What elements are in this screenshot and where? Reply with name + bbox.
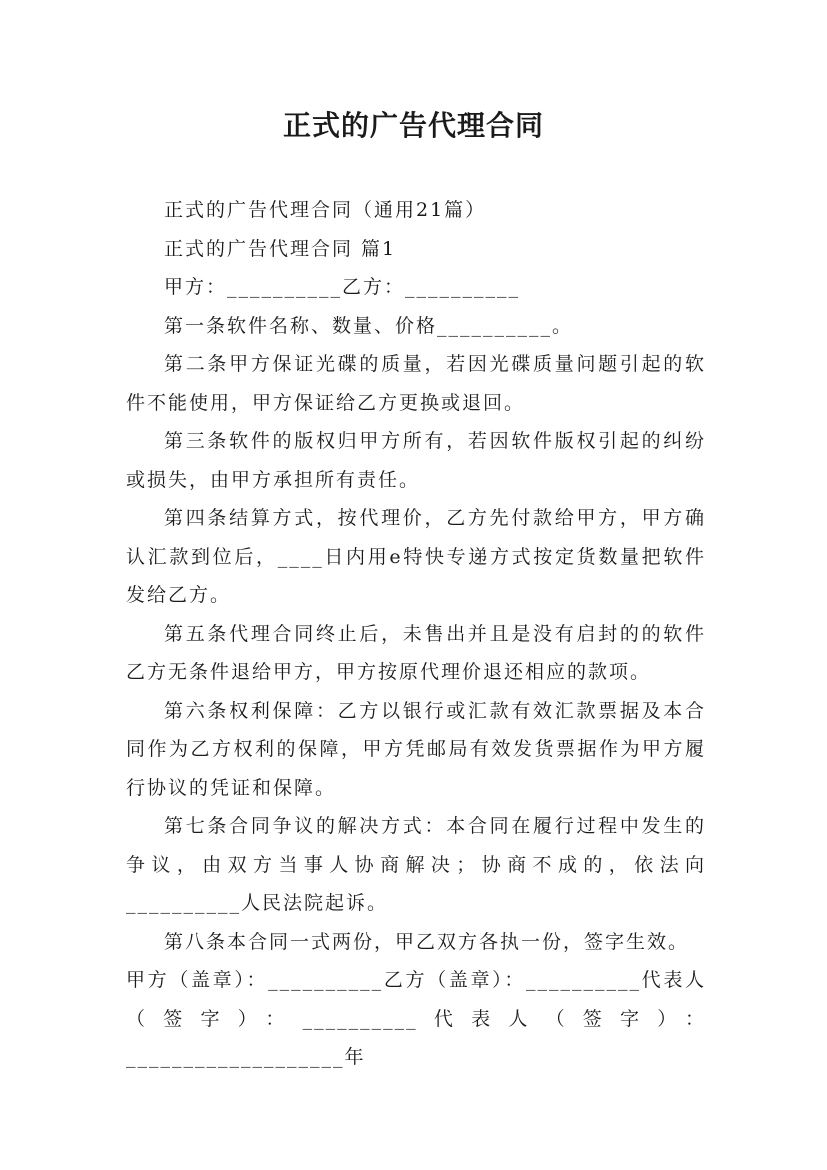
- paragraph-article-3: 第三条软件的版权归甲方所有，若因软件版权引起的纠纷或损失，由甲方承担所有责任。: [126, 430, 706, 491]
- paragraph-section-heading: 正式的广告代理合同 篇1: [164, 237, 397, 260]
- paragraph-signatures: 甲方（盖章）：__________乙方（盖章）：__________代表人（签字）：__________代表人（签字）：___________________年: [126, 969, 706, 1068]
- paragraph-article-4: 第四条结算方式，按代理价，乙方先付款给甲方，甲方确认汇款到位后，____日内用e特快专递方式按定货数量把软件发给乙方。: [126, 507, 706, 606]
- paragraph-article-2: 第二条甲方保证光碟的质量，若因光碟质量问题引起的软件不能使用，甲方保证给乙方更换或退回。: [126, 353, 706, 414]
- paragraph-parties: 甲方：__________乙方：__________: [164, 276, 521, 298]
- paragraph-subtitle: 正式的广告代理合同（通用21篇）: [164, 199, 487, 221]
- paragraph-article-7: 第七条合同争议的解决方式：本合同在履行过程中发生的争议，由双方当事人协商解决；协商不成的，依法向__________人民法院起诉。: [126, 815, 706, 914]
- paragraph-article-8: 第八条本合同一式两份，甲乙双方各执一份，签字生效。: [164, 930, 690, 953]
- paragraph-article-5: 第五条代理合同终止后，未售出并且是没有启封的的软件乙方无条件退给甲方，甲方按原代理价退还相应的款项。: [126, 622, 706, 683]
- paragraph-article-6: 第六条权利保障：乙方以银行或汇款有效汇款票据及本合同作为乙方权利的保障，甲方凭邮局有效发货票据作为甲方履行协议的凭证和保障。: [126, 699, 706, 799]
- document-body: [126, 191, 706, 1077]
- paragraph-article-1: 第一条软件名称、数量、价格__________。: [164, 314, 574, 337]
- document-title: 正式的广告代理合同: [282, 109, 544, 142]
